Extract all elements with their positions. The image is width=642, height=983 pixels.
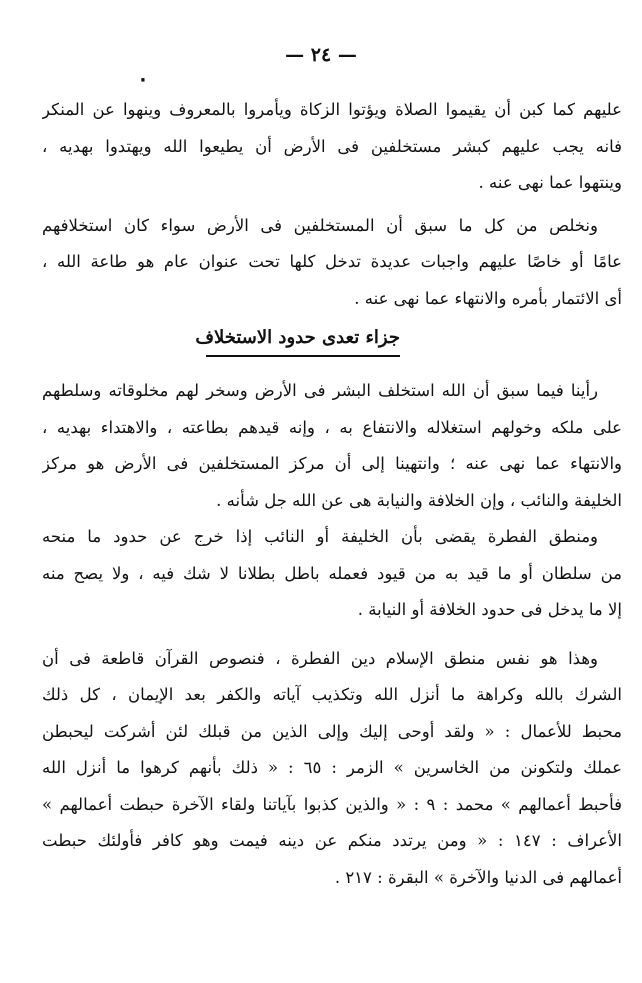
text-line: فانه يجب عليهم كبشر مستخلفين فى الأرض أن يطيعوا الله ويهتدوا بهديه ، [42, 136, 622, 156]
text-line: ونخلص من كل ما سبق أن المستخلفين فى الأرض سواء كان استخلافهم [42, 215, 598, 235]
text-line: ومنطق الفطرة يقضى بأن الخليفة أو النائب إذا خرج عن حدود ما منحه [42, 527, 598, 546]
text-line: على ملكه وخولهم استغلاله والانتفاع به ، وإنه قيدهم بطاعته ، والاهتداء بهديه ، [42, 417, 622, 437]
section-heading: جزاء تعدى حدود الاستخلاف [195, 327, 400, 348]
paragraph [42, 92, 622, 202]
section-heading-block [42, 317, 622, 361]
text-line: أى الائتمار بأمره والانتهاء عما نهى عنه . [354, 288, 622, 308]
text-line: والانتهاء عما نهى عنه ؛ وانتهينا إلى أن مركز المستخلفين فى الأرض هو مركز [42, 454, 622, 473]
text-line: عامًا أو خاصًا عليهم واجبات عديدة تدخل كلها تحت عنوان عام هو طاعة الله ، [42, 252, 622, 271]
text-line: وينتهوا عما نهى عنه . [478, 173, 622, 192]
text-line: رأينا فيما سبق أن الله استخلف البشر فى الأرض وسخر لهم مخلوقاته وسلطهم [42, 381, 598, 400]
text-line: من سلطان أو ما قيد به من قيود فعمله باطل بطلانا لا شك فيه ، ولا يصح منه [42, 563, 622, 583]
text-line: الأعراف : ١٤٧ : « ومن يرتدد منكم عن دينه فيمت وهو كافر فأولئك حبطت [42, 831, 622, 850]
text-line: الشرك بالله وكراهة ما أنزل الله وتكذيب آياته والكفر بعد الإيمان ، كل ذلك [42, 685, 622, 704]
text-line: عليهم كما كبن أن يقيموا الصلاة ويؤتوا الزكاة ويأمروا بالمعروف وينهوا عن المنكر [42, 100, 622, 119]
text-line: عملك ولتكونن من الخاسرين » الزمر : ٦٥ : « ذلك بأنهم كرهوا ما أنزل الله [42, 758, 622, 777]
page-body [42, 92, 622, 896]
heading-underline [206, 355, 400, 357]
margin-mark: ٠ [137, 66, 149, 92]
page-number: — ٢٤ — [285, 44, 357, 66]
text-line: فأحبط أعمالهم » محمد : ٩ : « والذين كذبوا بآياتنا ولقاء الآخرة حبطت أعمالهم » [42, 794, 622, 814]
paragraph [42, 641, 622, 897]
text-line: الخليفة والنائب ، وإن الخلافة والنيابة هى عن الله جل شأنه . [216, 490, 622, 510]
text-line: محبط للأعمال : « ولقد أوحى إليك وإلى الذين من قبلك لئن أشركت ليحبطن [42, 721, 622, 741]
text-line: وهذا هو نفس منطق الإسلام دين الفطرة ، فنصوص القرآن قاطعة فى أن [42, 648, 598, 668]
paragraph [42, 519, 622, 629]
paragraph [42, 208, 622, 318]
text-line: أعمالهم فى الدنيا والآخرة » البقرة : ٢١٧ . [334, 867, 622, 887]
paragraph [42, 373, 622, 519]
text-line: إلا ما يدخل فى حدود الخلافة أو النيابة . [357, 600, 622, 619]
